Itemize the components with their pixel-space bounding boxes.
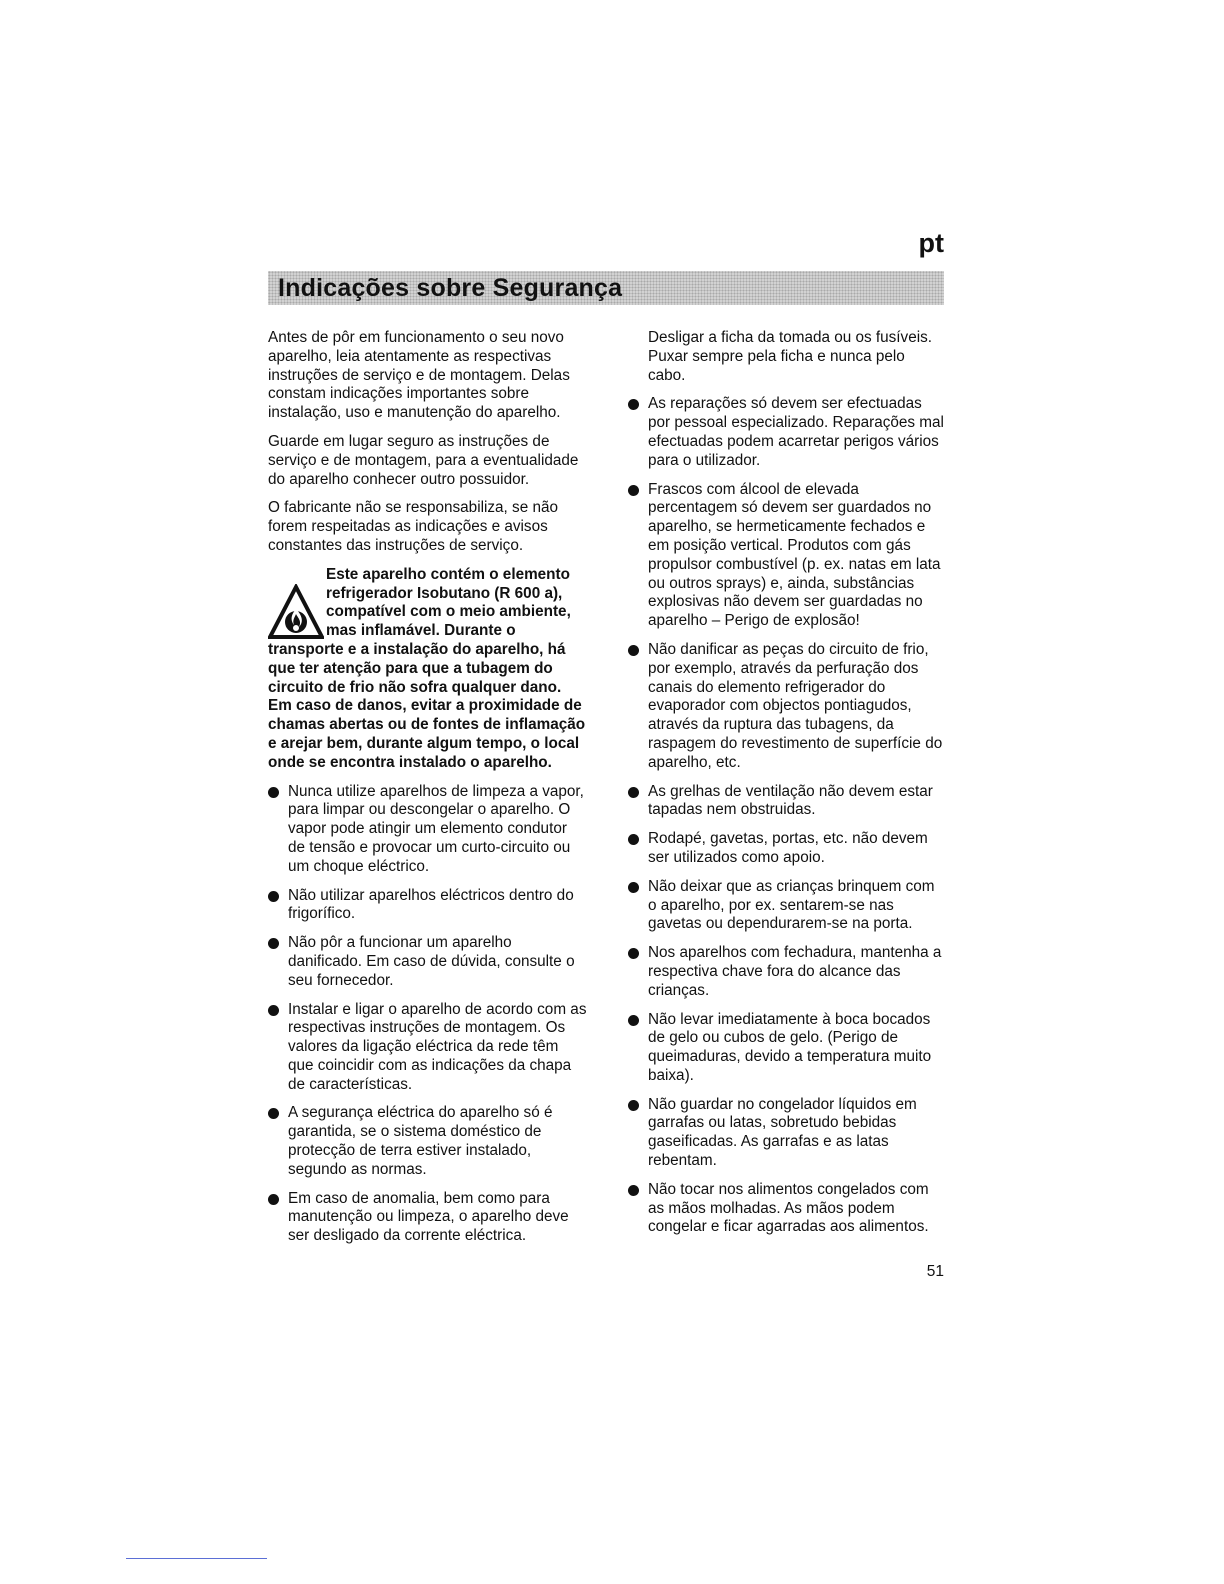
list-item [628, 1011, 946, 1086]
bullet-icon [628, 1185, 639, 1196]
page-number: 51 [926, 1263, 944, 1280]
list-item-text: As grelhas de ventilação não devem estar tapadas nem obstruidas. [648, 782, 933, 819]
list-item [628, 1096, 946, 1171]
bullet-icon [268, 938, 279, 949]
list-item [268, 1104, 588, 1179]
list-item-text: Não pôr a funcionar um aparelho danificado. Em caso de dúvida, consulte o seu fornecedor. [288, 934, 575, 989]
list-item [628, 783, 946, 821]
right-bullet-list [628, 395, 946, 1237]
continued-item-text: Desligar a ficha da tomada ou os fusíveis. Puxar sempre pela ficha e nunca pelo cabo. [648, 329, 932, 384]
bullet-icon [628, 948, 639, 959]
bullet-icon [628, 882, 639, 893]
list-item [628, 481, 946, 631]
bullet-icon [628, 645, 639, 656]
bullet-icon [268, 1194, 279, 1205]
list-item-text: Frascos com álcool de elevada percentagem só devem ser guardados no aparelho, se hermeticamente fechados e em posição vertical. Produtos com gás propulsor combustível (p. ex. natas em lata ou outros sprays) e, ainda, substâncias explosivas não devem ser guardadas no aparelho – Perigo de explosão! [648, 480, 941, 630]
bullet-icon [628, 1015, 639, 1026]
bullet-icon [628, 787, 639, 798]
left-column [268, 329, 588, 1256]
list-item [268, 887, 588, 925]
footer-divider [126, 1558, 267, 1559]
list-item-text: Não tocar nos alimentos congelados com as mãos molhadas. As mãos podem congelar e ficar agarradas aos alimentos. [648, 1180, 929, 1236]
bullet-icon [268, 891, 279, 902]
bullet-icon [268, 1005, 279, 1016]
list-item-text: Não utilizar aparelhos eléctricos dentro do frigorífico. [288, 886, 574, 923]
bullet-icon [628, 1100, 639, 1111]
list-item [268, 1190, 588, 1246]
intro-paragraph-1: Antes de pôr em funcionamento o seu novo aparelho, leia atentamente as respectivas instruções de serviço e de montagem. Delas constam indicações importantes sobre instalação, uso e manutenção do aparelho. [268, 329, 570, 422]
flammable-warning-triangle-icon [268, 584, 324, 640]
intro-paragraph-2: Guarde em lugar seguro as instruções de serviço e de montagem, para a eventualidade do aparelho conhecer outro possuidor. [268, 432, 579, 488]
list-item [268, 934, 588, 990]
list-item-text: Não levar imediatamente à boca bocados de gelo ou cubos de gelo. (Perigo de queimaduras, devido a temperatura muito baixa). [648, 1010, 932, 1084]
list-item-text: Rodapé, gavetas, portas, etc. não devem ser utilizados como apoio. [648, 830, 928, 866]
list-item-text: Não danificar as peças do circuito de frio, por exemplo, através da perfuração dos canais do elemento refrigerador do evaporador com objectos pontiagudos, através da ruptura das tubagens, da raspagem do revestimento de superfície do aparelho, etc. [648, 640, 943, 771]
right-column [628, 329, 946, 1247]
list-item-text: Em caso de anomalia, bem como para manutenção ou limpeza, o aparelho deve ser desligado da corrente eléctrica. [288, 1189, 569, 1245]
bullet-icon [628, 399, 639, 410]
language-tag: pt [918, 228, 944, 258]
list-item [268, 1001, 588, 1095]
list-item [628, 1181, 946, 1237]
list-item-text: Não guardar no congelador líquidos em garrafas ou latas, sobretudo bebidas gaseificadas. As garrafas e as latas rebentam. [648, 1095, 917, 1170]
bullet-icon [628, 485, 639, 496]
list-item [628, 830, 946, 868]
list-item [628, 944, 946, 1000]
bullet-icon [628, 834, 639, 845]
bullet-icon [268, 787, 279, 798]
list-item [628, 878, 946, 934]
list-item-text: Nos aparelhos com fechadura, mantenha a respectiva chave fora do alcance das crianças. [648, 944, 942, 999]
intro-paragraph-3: O fabricante não se responsabiliza, se não forem respeitadas as indicações e avisos constantes das instruções de serviço. [268, 499, 558, 554]
list-item-text: Não deixar que as crianças brinquem com o aparelho, por ex. sentarem-se nas gavetas ou dependurarem-se na porta. [648, 877, 935, 933]
section-title-bar [268, 271, 944, 305]
warning-text: Este aparelho contém o elemento refrigerador Isobutano (R 600 a), compatível com o meio ambiente, mas inflamável. Durante o transporte e a instalação do aparelho, há que ter atenção para que a tubagem do circuito de frio não sofra qualquer dano. Em caso de danos, evitar a proximidade de chamas abertas ou de fontes de inflamação e arejar bem, durante algum tempo, o local onde se encontra instalado o aparelho. [268, 565, 586, 771]
list-item-text: Nunca utilize aparelhos de limpeza a vapor, para limpar ou descongelar o aparelho. O vapor pode atingir um elemento condutor de tensão e provocar um curto-circuito ou um choque eléctrico. [288, 782, 584, 875]
list-item [268, 783, 588, 877]
flammable-warning-block [268, 566, 588, 773]
list-item-text: As reparações só devem ser efectuadas por pessoal especializado. Reparações mal efectuadas podem acarretar perigos vários para o utilizador. [648, 395, 944, 469]
list-item [628, 641, 946, 773]
list-item-text: Instalar e ligar o aparelho de acordo com as respectivas instruções de montagem. Os valores da ligação eléctrica da rede têm que coincidir com as indicações da chapa de características. [288, 1000, 587, 1093]
section-title: Indicações sobre Segurança [278, 274, 623, 302]
list-item-text: A segurança eléctrica do aparelho só é garantida, se o sistema doméstico de protecção de terra estiver instalado, segundo as normas. [288, 1104, 553, 1178]
list-item [628, 395, 946, 470]
bullet-icon [268, 1108, 279, 1119]
left-bullet-list [268, 783, 588, 1247]
